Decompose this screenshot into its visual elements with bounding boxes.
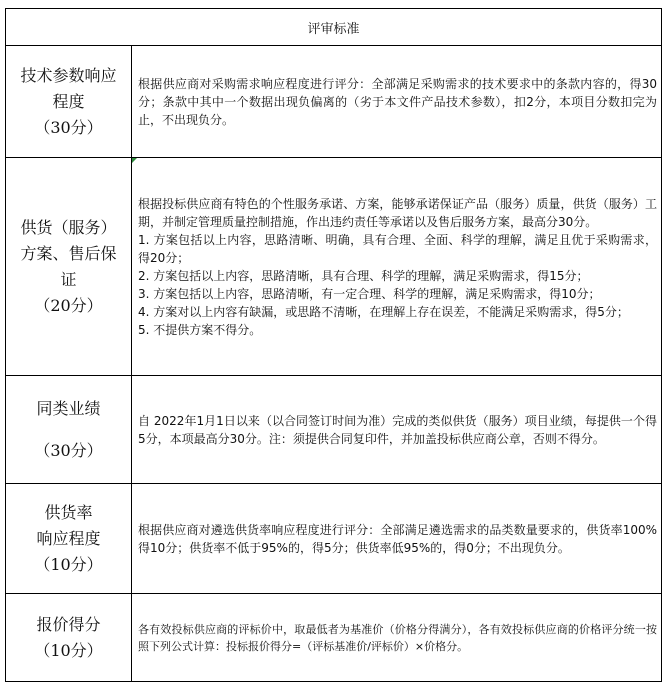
criteria-content-performance — [132, 376, 662, 484]
label-line: 供货率 — [44, 502, 93, 522]
table-header — [6, 9, 662, 46]
table-header-label: 评审标准 — [307, 21, 360, 37]
content-item-2: 2. 方案包括以上内容，思路清晰，具有合理、科学的理解，满足采购需求，得15分； — [138, 268, 589, 283]
label-line: （20分） — [34, 295, 103, 315]
comment-marker-icon — [132, 158, 137, 163]
label-line: （10分） — [34, 640, 103, 660]
criteria-label-service — [6, 158, 132, 376]
criteria-content-technical — [132, 46, 662, 158]
label-line: （30分） — [34, 117, 103, 137]
label-line: 同类业绩 — [36, 398, 101, 418]
criteria-label-price — [6, 594, 132, 682]
criteria-label-supply-rate — [6, 484, 132, 594]
criteria-row-technical — [6, 46, 662, 158]
label-line: 程度 — [52, 91, 85, 111]
criteria-row-price — [6, 594, 662, 682]
evaluation-criteria-table — [5, 8, 662, 682]
criteria-row-supply-rate — [6, 484, 662, 594]
content-paragraph: 各有效投标供应商的评标价中，取最低者为基准价（价格分得满分），各有效投标供应商的价格评分统一按照下列公式计算：投标报价得分=（评标基准价/评标价）×价格分。 — [138, 622, 658, 653]
criteria-row-service — [6, 158, 662, 376]
criteria-content-service — [132, 158, 662, 376]
content-item-5: 5. 不提供方案不得分。 — [138, 322, 262, 337]
table-header-row — [6, 9, 662, 46]
criteria-label-performance — [6, 376, 132, 484]
label-line: 响应程度 — [36, 528, 101, 548]
criteria-content-supply-rate — [132, 484, 662, 594]
label-line: 供货（服务） — [20, 217, 117, 237]
label-line: 技术参数响应 — [20, 65, 117, 85]
content-paragraph: 自 2022年1月1日以来（以合同签订时间为准）完成的类似供货（服务）项目业绩，每提供一个得5分，本项最高分30分。注：须提供合同复印件，并加盖投标供应商公章，否则不得分。 — [138, 413, 658, 446]
label-spacer — [6, 422, 131, 438]
content-item-3: 3. 方案包括以上内容，思路清晰，有一定合理、科学的理解，满足采购需求，得10分； — [138, 286, 601, 301]
criteria-row-performance — [6, 376, 662, 484]
content-paragraph: 根据供应商对遴选供货率响应程度进行评分：全部满足遴选需求的品类数量要求的，供货率100%得10分；供货率不低于95%的，得5分；供货率低95%的，得0分；不出现负分。 — [138, 522, 658, 555]
content-paragraph: 根据投标供应商有特色的个性服务承诺、方案，能够承诺保证产品（服务）质量，供货（服务）工期，并制定管理质量控制措施，作出违约责任等承诺以及售后服务方案，最高分30分。 — [138, 196, 658, 229]
criteria-label-technical — [6, 46, 132, 158]
content-item-4: 4. 方案对以上内容有缺漏，或思路不清晰，在理解上存在误差，不能满足采购需求，得5分； — [138, 304, 629, 319]
label-line: （30分） — [34, 440, 103, 460]
label-line: 报价得分 — [36, 614, 101, 634]
content-item-1: 1. 方案包括以上内容，思路清晰、明确，具有合理、全面、科学的理解，满足且优于采购需求，得20分； — [138, 232, 658, 265]
label-line: 方案、售后保 — [20, 243, 117, 263]
criteria-content-price — [132, 594, 662, 682]
content-paragraph: 根据供应商对采购需求响应程度进行评分：全部满足采购需求的技术要求中的条款内容的，得30分；条款中其中一个数据出现负偏离的（劣于本文件产品技术参数），扣2分，本项目分数扣完为止，不出现负分。 — [138, 76, 658, 127]
label-line: 证 — [60, 269, 77, 289]
label-line: （10分） — [34, 554, 103, 574]
